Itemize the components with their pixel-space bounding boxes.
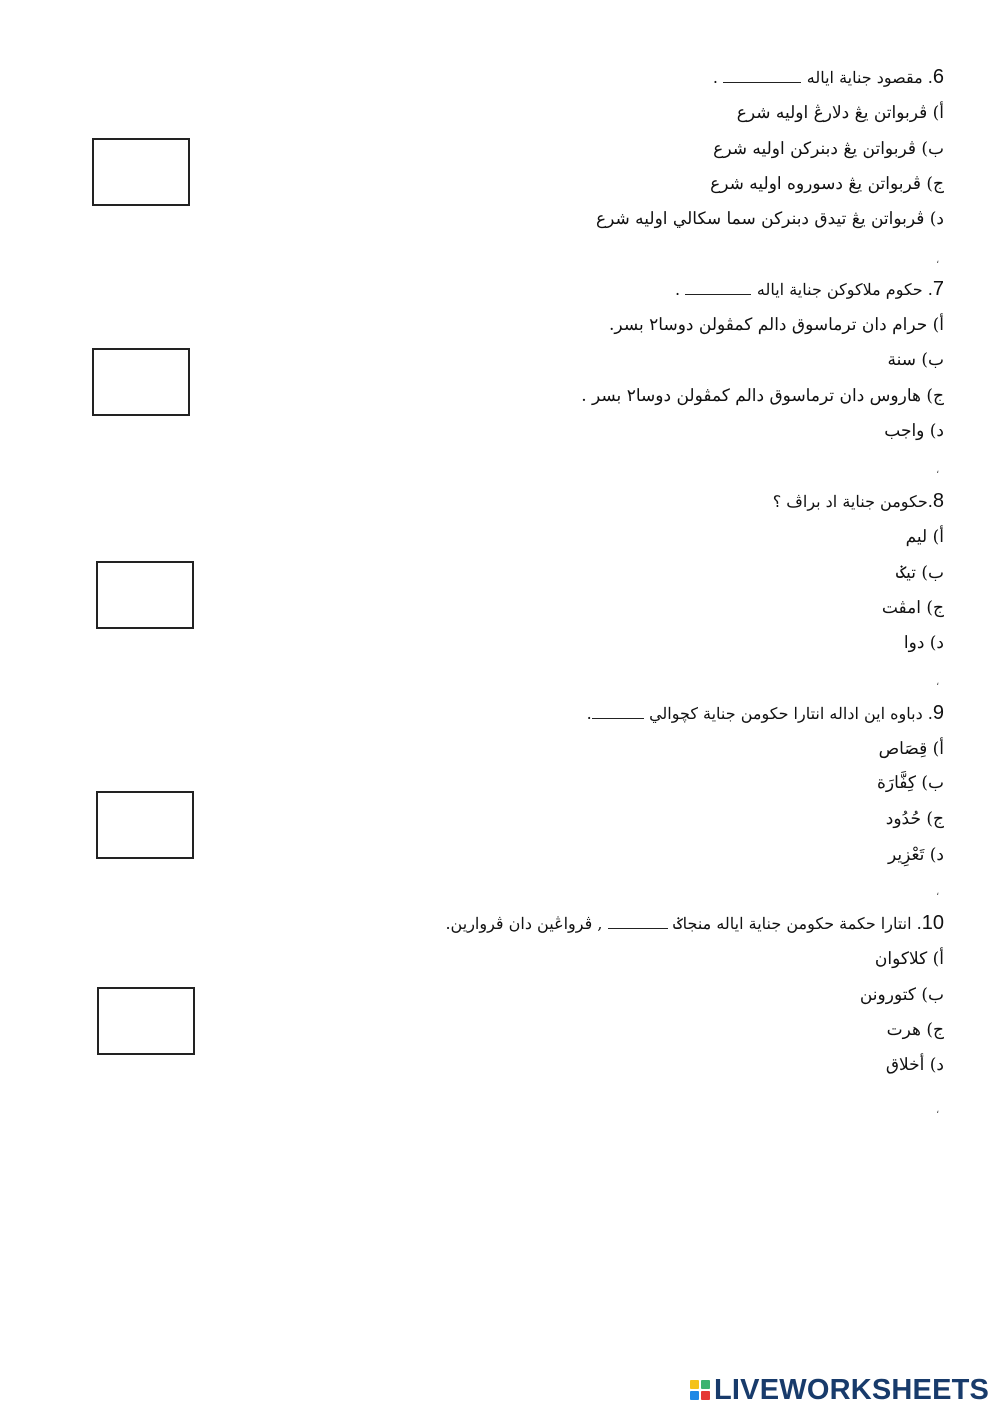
option-d: د) تَعْزِير [887, 845, 944, 865]
question-number: 6 [932, 66, 944, 88]
question-end: . [674, 280, 681, 299]
question-stem: . انتارا حكمة حكومن جناية اياله منجاݢ [673, 914, 922, 933]
option-a: أ) كلاكوان [874, 949, 944, 969]
option-c: ج) ڤربواتن يڠ دسوروه اوليه شرع [710, 174, 944, 194]
option-c: ج) امڤت [881, 598, 944, 618]
answer-box-8[interactable] [96, 561, 194, 629]
question-10 [445, 912, 944, 935]
liveworksheets-logo [690, 1373, 990, 1406]
brand-square [701, 1391, 710, 1400]
paragraph-mark: ، [936, 1105, 940, 1116]
question-7 [675, 278, 944, 301]
paragraph-mark: ، [936, 677, 940, 688]
question-8 [773, 490, 944, 513]
option-a: أ) ڤربواتن يڠ دلارڠ اوليه شرع [736, 103, 944, 123]
option-b: ب) تيݢ [896, 563, 944, 583]
question-stem: . حكوم ملاكوكن جناية اياله [756, 280, 933, 299]
brand-square [690, 1391, 699, 1400]
question-end: . [586, 704, 592, 723]
answer-box-6[interactable] [92, 138, 190, 206]
option-d: د) أخلاق [885, 1055, 944, 1075]
answer-blank [723, 68, 801, 83]
question-end: , ڤرواڠين دان ڤروارين. [445, 914, 603, 933]
option-d: د) ڤربواتن يڠ تيدق دبنركن سما سكالي اوليه شرع [596, 209, 944, 229]
paragraph-mark: ، [936, 255, 940, 266]
answer-box-10[interactable] [97, 987, 195, 1055]
question-number: 8 [932, 490, 944, 512]
question-stem: .حكومن جناية اد براڤ ؟ [772, 492, 933, 511]
question-6 [713, 66, 944, 89]
brand-name: LIVEWORKSHEETS [714, 1373, 990, 1406]
answer-blank [592, 704, 644, 719]
brand-square [690, 1380, 699, 1389]
paragraph-mark: ، [936, 887, 940, 898]
option-d: د) دوا [903, 633, 944, 653]
answer-blank [685, 280, 751, 295]
option-b: ب) كتورونن [859, 985, 944, 1005]
question-stem: . دباوه اين اداله انتارا حكومن جناية كچوالي [649, 704, 933, 723]
option-a: أ) قِصَاص [878, 739, 944, 759]
brand-square [701, 1380, 710, 1389]
option-d: د) واجب [884, 421, 944, 441]
option-a: أ) ليم [905, 527, 944, 547]
option-c: ج) هرت [886, 1020, 944, 1040]
brand-squares-icon [690, 1380, 710, 1400]
option-c: ج) حُدُود [885, 809, 944, 829]
paragraph-mark: ، [936, 465, 940, 476]
question-number: 7 [932, 278, 944, 300]
option-b: ب) ڤربواتن يڠ دبنركن اوليه شرع [713, 139, 944, 159]
option-b: ب) سنة [887, 350, 944, 370]
question-number: 10 [921, 912, 944, 934]
question-end: . [712, 68, 718, 87]
answer-blank [608, 914, 668, 929]
answer-box-9[interactable] [96, 791, 194, 859]
question-number: 9 [932, 702, 944, 724]
question-9 [587, 702, 944, 725]
option-b: ب) كِفَّارَة [876, 773, 944, 793]
answer-box-7[interactable] [92, 348, 190, 416]
question-stem: . مقصود جناية اياله [806, 68, 933, 87]
option-c: ج) هاروس دان ترماسوق دالم كمڤولن دوسا٢ بسر . [581, 386, 944, 406]
option-a: أ) حرام دان ترماسوق دالم كمڤولن دوسا٢ بسر. [609, 315, 944, 335]
